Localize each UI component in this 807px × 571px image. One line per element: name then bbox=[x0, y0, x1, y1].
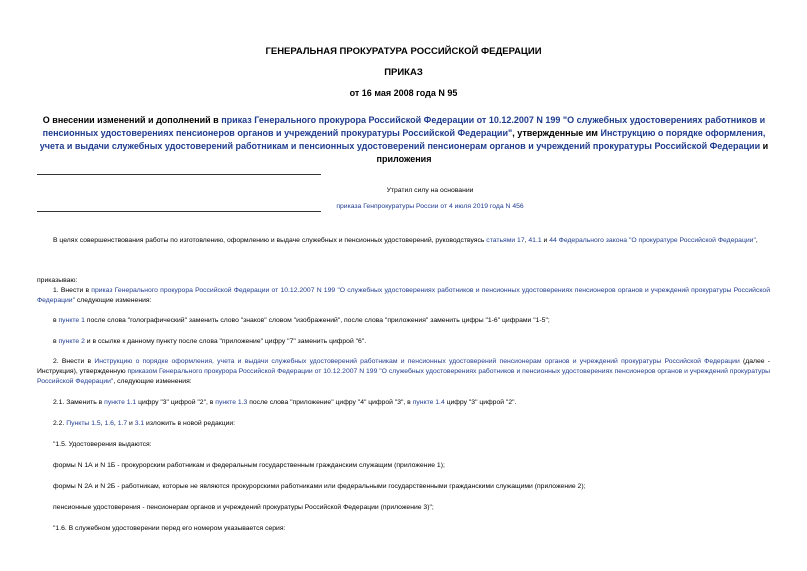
item-2-prefix: 2. Внести в bbox=[53, 358, 95, 365]
link-point-1[interactable]: пункте 1 bbox=[58, 317, 85, 324]
paragraph-order: приказываю: bbox=[37, 277, 78, 284]
item-1b-prefix: в bbox=[53, 338, 59, 345]
paragraph-item-2-1 bbox=[37, 398, 770, 408]
document-date-number: от 16 мая 2008 года N 95 bbox=[349, 88, 458, 98]
link-point-1-4[interactable]: пункте 1.4 bbox=[412, 399, 445, 406]
title-text-3: и приложения bbox=[376, 141, 769, 164]
paragraph-quote-1-5: "1.5. Удостоверения выдаются: bbox=[53, 441, 152, 448]
item-2-2-sep-1: , bbox=[100, 420, 105, 427]
item-2-1-text-2: после слова "приложение" цифру "4" цифрой "3", в bbox=[247, 399, 413, 406]
link-order-199-approved[interactable]: приказом Генерального прокурора Российской Федерации от 10.12.2007 N 199 "О служебных удостоверениях работников и пенсионных удостоверениях пенсионеров органов и учреждений прокуратуры Российской Федерации" bbox=[37, 368, 770, 385]
item-2-1-end: цифру "3" цифрой "2". bbox=[444, 399, 517, 406]
paragraph-preamble bbox=[37, 236, 770, 246]
title-link-order-199[interactable]: приказ Генерального прокурора Российской Федерации от 10.12.2007 N 199 "О служебных удостоверениях работников и пенсионных удостоверениях пенсионеров органов и учреждений прокуратуры Российской Федерации" bbox=[42, 115, 766, 138]
item-2-text: (далее - Инструкция), утвержденную bbox=[37, 358, 770, 375]
item-1-end: следующие изменения: bbox=[75, 297, 152, 304]
paragraph-item-2-2 bbox=[37, 419, 770, 429]
item-2-end: , следующие изменения: bbox=[113, 378, 192, 385]
link-point-1-7[interactable]: 1.7 bbox=[117, 420, 128, 427]
link-point-3-1[interactable]: 3.1 bbox=[134, 420, 145, 427]
item-2-1-text-1: цифру "3" цифрой "2", в bbox=[136, 399, 216, 406]
paragraph-pension: пенсионные удостоверения - пенсионерам органов и учреждений прокуратуры Российской Федерации (приложение 3)"; bbox=[53, 504, 434, 511]
divider-top bbox=[37, 174, 321, 175]
organization-heading: ГЕНЕРАЛЬНАЯ ПРОКУРАТУРА РОССИЙСКОЙ ФЕДЕРАЦИИ bbox=[265, 46, 542, 57]
link-instruction[interactable]: Инструкцию о порядке оформления, учета и выдачи служебных удостоверений работникам и пенсионных удостоверений пенсионерам органов и учреждений прокуратуры Российской Федерации bbox=[94, 358, 740, 365]
item-1b-text: и в ссылке к данному пункту после слова "приложение" цифру "7" заменить цифрой "6". bbox=[84, 338, 367, 345]
item-2-2-sep-2: , bbox=[113, 420, 118, 427]
paragraph-item-1-b bbox=[37, 337, 770, 347]
item-2-2-prefix: 2.2. bbox=[53, 420, 67, 427]
item-1a-text: после слова "голографический" заменить слово "знаков" словом "изображений", после слова "приложения" заменить цифры "1-6" цифрами "1-5"; bbox=[84, 317, 550, 324]
title-link-instruction[interactable]: Инструкцию о порядке оформления, учета и выдачи служебных удостоверений работникам и пенсионных удостоверений пенсионерам органов и учреждений прокуратуры Российской Федерации bbox=[39, 128, 766, 151]
link-order-199[interactable]: приказ Генерального прокурора Российской Федерации от 10.12.2007 N 199 "О служебных удостоверениях работников и пенсионных удостоверениях пенсионеров органов и учреждений прокуратуры Российской Федерации" bbox=[37, 287, 770, 304]
paragraph-form-2: формы N 2А и N 2Б - работникам, которые не являются прокурорскими работниками или федеральными государственными гражданскими служащими (приложение 2); bbox=[53, 483, 586, 490]
preamble-text: В целях совершенствования работы по изготовлению, оформлению и выдаче служебных и пенсионных удостоверений, руководствуясь bbox=[53, 237, 487, 244]
title-text-1: О внесении изменений и дополнений в bbox=[42, 115, 222, 125]
preamble-sep: , bbox=[524, 237, 529, 244]
item-2-2-and: и bbox=[127, 420, 135, 427]
divider-bottom bbox=[37, 211, 321, 212]
item-1a-prefix: в bbox=[53, 317, 59, 324]
expired-note-link[interactable]: приказа Генпрокуратуры России от 4 июля 2019 года N 456 bbox=[336, 203, 524, 210]
link-law-prosecutor[interactable]: 44 Федерального закона "О прокуратуре Российской Федерации" bbox=[549, 237, 756, 244]
link-point-1-3[interactable]: пункте 1.3 bbox=[215, 399, 248, 406]
link-point-2[interactable]: пункте 2 bbox=[58, 338, 85, 345]
expired-note-line: Утратил силу на основании bbox=[386, 187, 474, 194]
link-point-1-6[interactable]: 1.6 bbox=[104, 420, 114, 427]
paragraph-item-1-a bbox=[37, 316, 770, 326]
preamble-and: и bbox=[541, 237, 550, 244]
item-1-text: 1. Внести в bbox=[53, 287, 92, 294]
item-2-2-end: изложить в новой редакции: bbox=[144, 420, 236, 427]
paragraph-quote-1-6: "1.6. В служебном удостоверении перед его номером указывается серия: bbox=[53, 525, 286, 532]
document-type-heading: ПРИКАЗ bbox=[384, 67, 423, 78]
paragraph-form-1: формы N 1А и N 1Б - прокурорским работникам и федеральным государственным гражданским служащим (приложение 1); bbox=[53, 462, 445, 469]
item-2-1-prefix: 2.1. Заменить в bbox=[53, 399, 105, 406]
link-points-1-5[interactable]: Пункты 1.5 bbox=[66, 420, 101, 427]
paragraph-item-1 bbox=[37, 286, 770, 306]
link-point-1-1[interactable]: пункте 1.1 bbox=[104, 399, 137, 406]
link-article-17[interactable]: статьями 17 bbox=[486, 237, 525, 244]
preamble-end: , bbox=[755, 237, 758, 244]
paragraph-item-2 bbox=[37, 357, 770, 387]
title-text-2: , утвержденные им bbox=[512, 128, 601, 138]
link-article-41-1[interactable]: 41.1 bbox=[528, 237, 542, 244]
document-title bbox=[34, 114, 774, 166]
expired-note bbox=[210, 186, 650, 212]
